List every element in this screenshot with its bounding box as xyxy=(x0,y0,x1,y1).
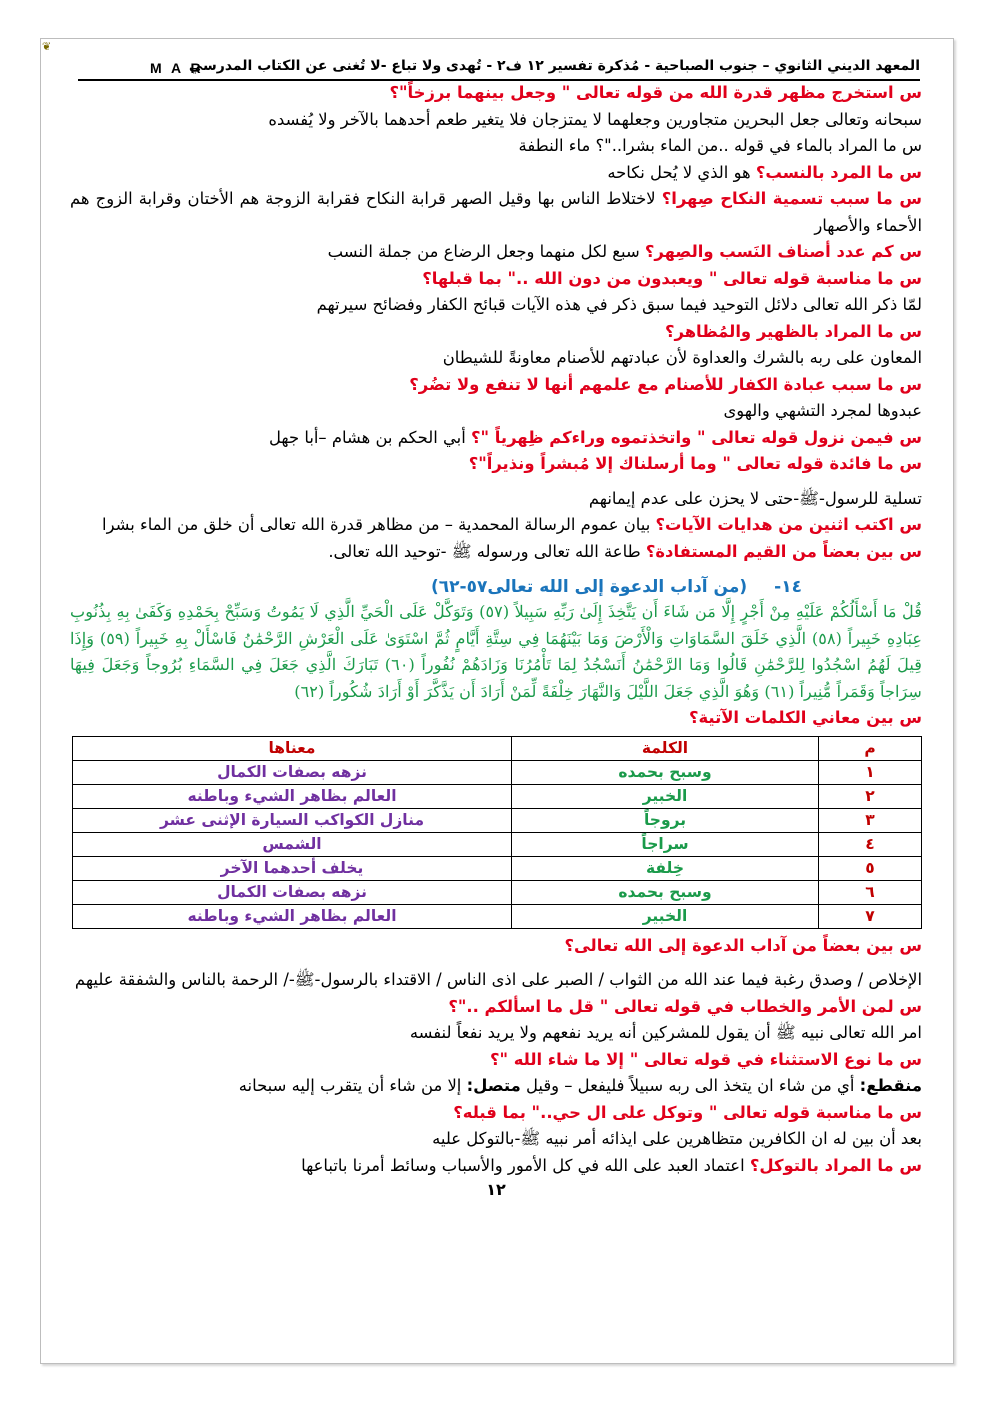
question-text: س ما المرد بالنسب؟ xyxy=(755,162,922,182)
vocab-question: س بين معاني الكلمات الآتية؟ xyxy=(688,708,922,727)
dawah-manners-answer: الإخلاص / وصدق رغبة فيما عند الله من الثواب / الصبر على اذى الناس / الاقتداء بالرسول-ﷺ-/ الرحمة بالناس والشفقة عليهم xyxy=(74,970,922,989)
header-meaning: معناها xyxy=(73,736,512,760)
vocab-meaning: العالم بظاهر الشيء وباطنه xyxy=(73,784,512,808)
answer-text: تسلية للرسول-ﷺ-حتى لا يحزن على عدم إيمانهم xyxy=(588,488,922,508)
qa-block-3 xyxy=(70,933,922,960)
vocab-row xyxy=(73,832,922,856)
qa-line xyxy=(70,994,922,1021)
qa-block-5 xyxy=(70,994,922,1074)
qa-line xyxy=(70,239,922,266)
qa-line xyxy=(70,1020,922,1047)
qa-line xyxy=(70,266,922,293)
vocab-header-row xyxy=(73,736,922,760)
answer-text: المعاون على ربه بالشرك والعداوة لأن عبادتهم للأصنام معاونةً للشيطان xyxy=(442,348,922,367)
vocab-row xyxy=(73,904,922,928)
qa-block-6 xyxy=(70,1100,922,1180)
section-heading xyxy=(70,575,922,599)
qa-block-2 xyxy=(70,486,922,566)
qa-block-1 xyxy=(70,80,922,478)
question-text: س ما فائدة قوله تعالى " وما أرسلناك إلا مُبشراً ونذيراً"؟ xyxy=(468,454,922,473)
question-text: س ما مناسبة قوله تعالى " وتوكل على ال حي.." بما قبله؟ xyxy=(453,1102,922,1122)
qa-line xyxy=(70,107,922,134)
qa-line xyxy=(70,486,922,513)
question-text: س استخرج مظهر قدرة الله من قوله تعالى " وجعل بينهما برزخاً"؟ xyxy=(389,83,922,102)
answer-text: أبي الحكم بن هشام –أبا جهل xyxy=(269,427,471,447)
question-text: س ما سبب عبادة الكفار للأصنام مع علمهم أنها لا تنفع ولا تضُر؟ xyxy=(409,374,922,394)
qa-line xyxy=(70,372,922,399)
question-text: س كم عدد أصناف النَسب والصِهر؟ xyxy=(644,242,922,261)
vocab-table xyxy=(72,736,922,929)
question-text: س ما المراد بالظهير والمُظاهر؟ xyxy=(664,321,922,341)
vocab-word: الخبير xyxy=(512,904,819,928)
page-number: ١٢ xyxy=(486,1180,506,1199)
answer-text: عبدوها لمجرد التشهي والهوى xyxy=(723,401,922,420)
header-word: الكلمة xyxy=(512,736,819,760)
quran-verses: قُلْ مَا أَسْأَلُكُمْ عَلَيْهِ مِنْ أَجْرٍ إِلَّا مَن شَاءَ أَن يَتَّخِذَ إِلَىٰ رَبِّهِ سَبِيلاً (٥٧) وَتَوَكَّلْ عَلَى الْحَيِّ الَّذِي لَا يَمُوتُ وَسَبِّحْ بِحَمْدِهِ وَكَفَىٰ بِهِ بِذُنُوبِ عِبَادِهِ خَبِيراً (٥٨) الَّذِي خَلَقَ السَّمَاوَاتِ وَالْأَرْضَ وَمَا بَيْنَهُمَا فِي سِتَّةِ أَيَّامٍ ثُمَّ اسْتَوَىٰ عَلَى الْعَرْشِ الرَّحْمَٰنُ فَاسْأَلْ بِهِ خَبِيراً (٥٩) وَإِذَا قِيلَ لَهُمُ اسْجُدُوا لِلرَّحْمَٰنِ قَالُوا وَمَا الرَّحْمَٰنُ أَنَسْجُدُ لِمَا تَأْمُرُنَا وَزَادَهُمْ نُفُوراً (٦٠) تَبَارَكَ الَّذِي جَعَلَ فِي السَّمَاءِ بُرُوجاً وَجَعَلَ فِيهَا سِرَاجاً وَقَمَراً مُّنِيراً (٦١) وَهُوَ الَّذِي جَعَلَ اللَّيْلَ وَالنَّهَارَ خِلْفَةً لِّمَنْ أَرَادَ أَن يَذَّكَّرَ أَوْ أَرَادَ شُكُوراً (٦٢) xyxy=(70,602,923,701)
vocab-index: ٥ xyxy=(819,856,922,880)
answer-text: امر الله تعالى نبيه ﷺ أن يقول للمشركين أنه يريد نفعهم ولا يريد نفعاً لنفسه xyxy=(409,1023,922,1042)
question-text: س اكتب اثنين من هدايات الآيات؟ xyxy=(655,515,922,534)
vocab-meaning: العالم بظاهر الشيء وباطنه xyxy=(73,904,512,928)
answer-text: سبع لكل منهما وجعل الرضاع من جملة النسب xyxy=(327,242,645,261)
header-index: م xyxy=(819,736,922,760)
answer-text: لمّا ذكر الله تعالى دلائل التوحيد فيما سبق ذكر في هذه الآيات قبائح الكفار وفضائح سيرتهم xyxy=(316,295,922,314)
answer-text: بيان عموم الرسالة المحمدية – من مظاهر قدرة الله تعالى أن خلق من الماء بشرا xyxy=(102,515,656,534)
question-text: س لمن الأمر والخطاب في قوله تعالى " قل ما اسألكم .."؟ xyxy=(448,996,922,1016)
qa-line xyxy=(70,1126,922,1153)
qa-line xyxy=(70,425,922,452)
question-text: س بين بعضاً من القيم المستفادة؟ xyxy=(645,541,922,561)
qa-line xyxy=(70,933,922,960)
question-text: س ما سبب تسمية النكاح صِهرا؟ xyxy=(661,189,922,208)
answer-text: لاختلاط الناس بها وقيل الصهر قرابة النكاح فقرابة الزوجة هم الأختان وقرابة الزوج هم الأحماء والأصهار xyxy=(70,189,922,235)
question-text: س بين بعضاً من آداب الدعوة إلى الله تعالى؟ xyxy=(564,935,922,955)
qa-line xyxy=(70,345,922,372)
answer-text: بعد أن بين له ان الكافرين متظاهرين على ايذائه أمر نبيه ﷺ-بالتوكل عليه xyxy=(432,1129,922,1148)
vocab-word: خِلفة xyxy=(512,856,819,880)
qa-line xyxy=(70,539,922,566)
vocab-index: ٣ xyxy=(819,808,922,832)
qa-line xyxy=(70,451,922,478)
author-mark: M A R xyxy=(150,60,204,76)
vocab-meaning: الشمس xyxy=(73,832,512,856)
vocab-index: ٦ xyxy=(819,880,922,904)
qa-line xyxy=(70,160,922,187)
vocab-word: الخبير xyxy=(512,784,819,808)
vocab-meaning: منازل الكواكب السيارة الإثنى عشر xyxy=(73,808,512,832)
vocab-row xyxy=(73,760,922,784)
answer-text: هو الذي لا يُحل نكاحه xyxy=(607,162,756,182)
exception-label-muttasil: متصل: xyxy=(466,1076,521,1095)
qa-line xyxy=(70,1047,922,1074)
answer-text: سبحانه وتعالى جعل البحرين متجاورين وجعلهما لا يمتزجان فلا يتغير طعم أحدهما بالآخر ولا يُفسده xyxy=(268,109,922,129)
answer-text: س ما المراد بالماء في قوله ..من الماء بشرا.."؟ ماء النطفة xyxy=(518,136,922,155)
vocab-index: ٤ xyxy=(819,832,922,856)
ornament-icon: ❦ xyxy=(42,40,52,53)
exception-answer xyxy=(70,1073,922,1100)
question-text: س ما المراد بالتوكل؟ xyxy=(749,1155,922,1175)
question-text: س ما نوع الاستثناء في قوله تعالى " إلا ما شاء الله "؟ xyxy=(489,1049,922,1069)
vocab-word: سراجاً xyxy=(512,832,819,856)
question-text: س فيمن نزول قوله تعالى " واتخذتموه وراءكم ظِهرياً "؟ xyxy=(471,427,922,447)
vocab-word: بروجاً xyxy=(512,808,819,832)
exception-text-1: أي من شاء ان يتخذ الى ربه سبيلاً فليفعل – وقيل xyxy=(520,1076,860,1095)
vocab-index: ٢ xyxy=(819,784,922,808)
vocab-meaning: نزهه بصفات الكمال xyxy=(73,760,512,784)
vocab-row xyxy=(73,880,922,904)
document-header: المعهد الديني الثانوي – جنوب الصباحية - مُذكرة تفسير ١٢ ف٢ - تُهدى ولا تباع -لا تُغنى عن الكتاب المدرسي xyxy=(188,58,920,74)
vocab-row xyxy=(73,808,922,832)
qa-line xyxy=(70,133,922,160)
qa-line xyxy=(70,319,922,346)
exception-text-2: إلا من شاء أن يتقرب إليه سبحانه xyxy=(238,1076,467,1095)
vocab-index: ٧ xyxy=(819,904,922,928)
vocab-meaning: نزهه بصفات الكمال xyxy=(73,880,512,904)
answer-text: طاعة الله تعالى ورسوله ﷺ -توحيد الله تعالى. xyxy=(328,541,646,561)
page-content xyxy=(70,80,922,1201)
vocab-index: ١ xyxy=(819,760,922,784)
question-text: س ما مناسبة قوله تعالى " ويعبدون من دون الله .." بما قبلها؟ xyxy=(422,268,922,288)
qa-line xyxy=(70,186,922,239)
vocab-row xyxy=(73,784,922,808)
vocab-word: وسبح بحمده xyxy=(512,880,819,904)
vocab-word: وسبح بحمده xyxy=(512,760,819,784)
qa-line xyxy=(70,292,922,319)
qa-line xyxy=(70,1153,922,1180)
section-number: ١٤- xyxy=(774,577,802,597)
exception-label-munqati: منقطع: xyxy=(859,1076,922,1095)
qa-line xyxy=(70,1100,922,1127)
vocab-row xyxy=(73,856,922,880)
qa-line xyxy=(70,398,922,425)
qa-line xyxy=(70,512,922,539)
section-title: (من آداب الدعوة إلى الله تعالى٥٧-٦٢) xyxy=(430,577,748,597)
answer-text: اعتماد العبد على الله في كل الأمور والأسباب وسائط أمرنا باتباعها xyxy=(301,1155,750,1175)
qa-line xyxy=(70,80,922,107)
vocab-meaning: يخلف أحدهما الآخر xyxy=(73,856,512,880)
